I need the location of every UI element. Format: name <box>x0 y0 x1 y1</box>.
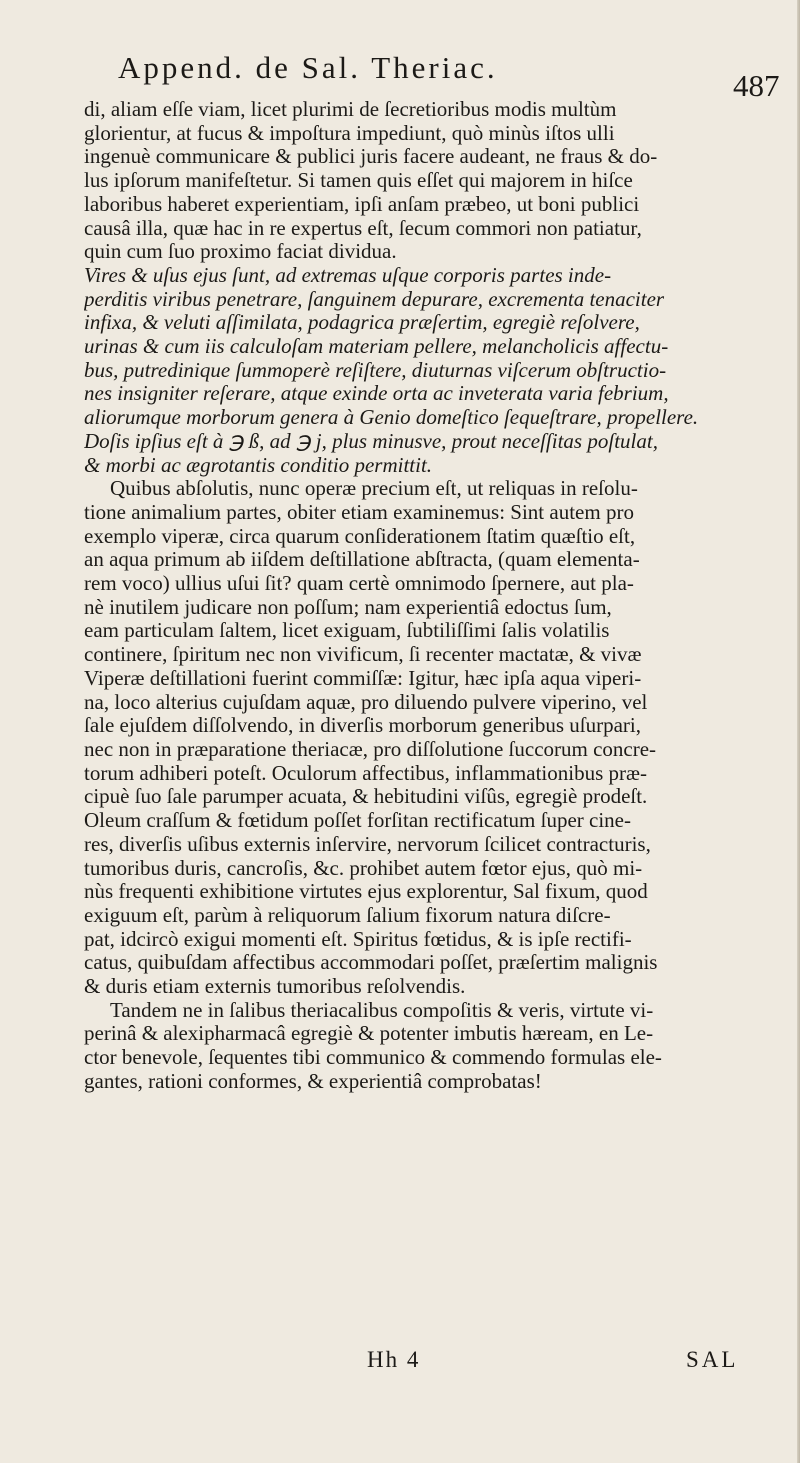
text-line: res, diverſis uſibus externis inſervire, nervorum ſcilicet contracturis, <box>84 832 651 856</box>
text-line: & duris etiam externis tumoribus reſolvendis. <box>84 975 466 999</box>
text-line: ingenuè communicare & publici juris facere audeant, ne fraus & do- <box>84 145 658 169</box>
text-line: cipuè ſuo ſale parumper acuata, & hebitudini viſûs, egregiè prodeſt. <box>84 785 648 809</box>
text-line: Vires & uſus ejus ſunt, ad extremas uſque corporis partes inde- <box>84 263 612 287</box>
text-line: aliorumque morborum genera à Genio domeſtico ſequeſtrare, propellere. <box>84 406 699 430</box>
text-line: urinas & cum iis calculoſam materiam pellere, melancholicis affectu- <box>84 335 669 359</box>
text-line: nùs frequenti exhibitione virtutes ejus explorentur, Sal fixum, quod <box>84 880 648 904</box>
text-line: eam particulam ſaltem, licet exiguam, ſubtiliſſimi ſalis volatilis <box>84 619 610 643</box>
text-line: quin cum ſuo proximo faciat dividua. <box>84 240 397 264</box>
text-line: rem voco) ullius uſui ſit? quam certè omnimodo ſpernere, aut pla- <box>84 572 634 596</box>
catchword: SAL <box>686 1347 739 1372</box>
running-header: Append. de Sal. Theriac. <box>118 50 498 85</box>
text-line: tumoribus duris, cancroſis, &c. prohibet autem fœtor ejus, quò mi- <box>84 856 643 880</box>
text-line: ctor benevole, ſequentes tibi communico & commendo formulas ele- <box>84 1046 662 1070</box>
text-line: glorientur, at fucus & impoſtura impediunt, quò minùs iſtos ulli <box>84 121 615 145</box>
page-number: 487 <box>733 68 780 103</box>
text-line: laboribus haberet experientiam, ipſi anſam præbeo, ut boni publici <box>84 192 640 216</box>
text-line: exemplo viperæ, circa quarum conſiderationem ſtatim quæſtio eſt, <box>84 524 636 548</box>
text-line: gantes, rationi conformes, & experientiâ comprobatas! <box>84 1069 542 1093</box>
paragraph <box>84 98 798 264</box>
text-line: an aqua primum ab iiſdem deſtillatione abſtracta, (quam elementa- <box>84 548 640 572</box>
paragraph <box>84 477 798 998</box>
text-line: bus, putredinique ſummoperè reſiſtere, diuturnas viſcerum obſtructio- <box>84 358 667 382</box>
text-line: nè inutilem judicare non poſſum; nam experientiâ edoctus ſum, <box>84 595 612 619</box>
text-line: Viperæ deſtillationi fuerint commiſſæ: Igitur, hæc ipſa aqua viperi- <box>84 666 642 690</box>
text-line: di, aliam eſſe viam, licet plurimi de ſecretioribus modis multùm <box>84 98 617 121</box>
text-line: pat, idcircò exigui momenti eſt. Spiritus fœtidus, & is ipſe rectifi- <box>84 927 632 951</box>
main-text <box>84 98 798 1094</box>
signature-mark: Hh 4 <box>367 1347 421 1372</box>
text-line: & morbi ac ægrotantis conditio permittit. <box>84 453 433 477</box>
paragraph-italic <box>84 264 798 477</box>
text-line: continere, ſpiritum nec non vivificum, ſi recenter mactatæ, & vivæ <box>84 643 642 667</box>
text-line: nec non in præparatione theriacæ, pro diſſolutione ſuccorum concre- <box>84 737 657 761</box>
text-line: perditis viribus penetrare, ſanguinem depurare, excrementa tenaciter <box>84 287 665 311</box>
text-line: Tandem ne in ſalibus theriacalibus compoſitis & veris, virtute vi- <box>110 998 654 1022</box>
text-line: tione animalium partes, obiter etiam examinemus: Sint autem pro <box>84 500 634 524</box>
text-line: lus ipſorum manifeſtetur. Si tamen quis eſſet qui majorem in hiſce <box>84 169 633 193</box>
text-line: exiguum eſt, parùm à reliquorum ſalium fixorum natura diſcre- <box>84 903 611 927</box>
text-line: infixa, & veluti aſſimilata, podagrica præſertim, egregiè reſolvere, <box>84 311 640 335</box>
text-line: causâ illa, quæ hac in re expertus eſt, ſecum commori non patiatur, <box>84 216 642 240</box>
text-line: nes insigniter reſerare, atque exinde orta ac inveterata varia febrium, <box>84 382 669 406</box>
text-line: ſale ejuſdem diſſolvendo, in diverſis morborum generibus uſurpari, <box>84 714 641 738</box>
text-line: catus, quibuſdam affectibus accommodari poſſet, præſertim malignis <box>84 951 658 975</box>
text-line: Quibus abſolutis, nunc operæ precium eſt, ut reliquas in reſolu- <box>110 477 638 501</box>
text-line: Oleum craſſum & fœtidum poſſet forſitan rectificatum ſuper cine- <box>84 809 631 833</box>
text-line: na, loco alterius cujuſdam aquæ, pro diluendo pulvere viperino, vel <box>84 690 648 714</box>
text-line: torum adhiberi poteſt. Oculorum affectibus, inflammationibus præ- <box>84 761 647 785</box>
text-line: Doſis ipſius eſt à ℈ ß, ad ℈ j, plus minusve, prout neceſſitas poſtulat, <box>84 429 658 453</box>
text-line: perinâ & alexipharmacâ egregiè & potenter imbutis hæream, en Le- <box>84 1022 654 1046</box>
paragraph <box>84 999 798 1094</box>
